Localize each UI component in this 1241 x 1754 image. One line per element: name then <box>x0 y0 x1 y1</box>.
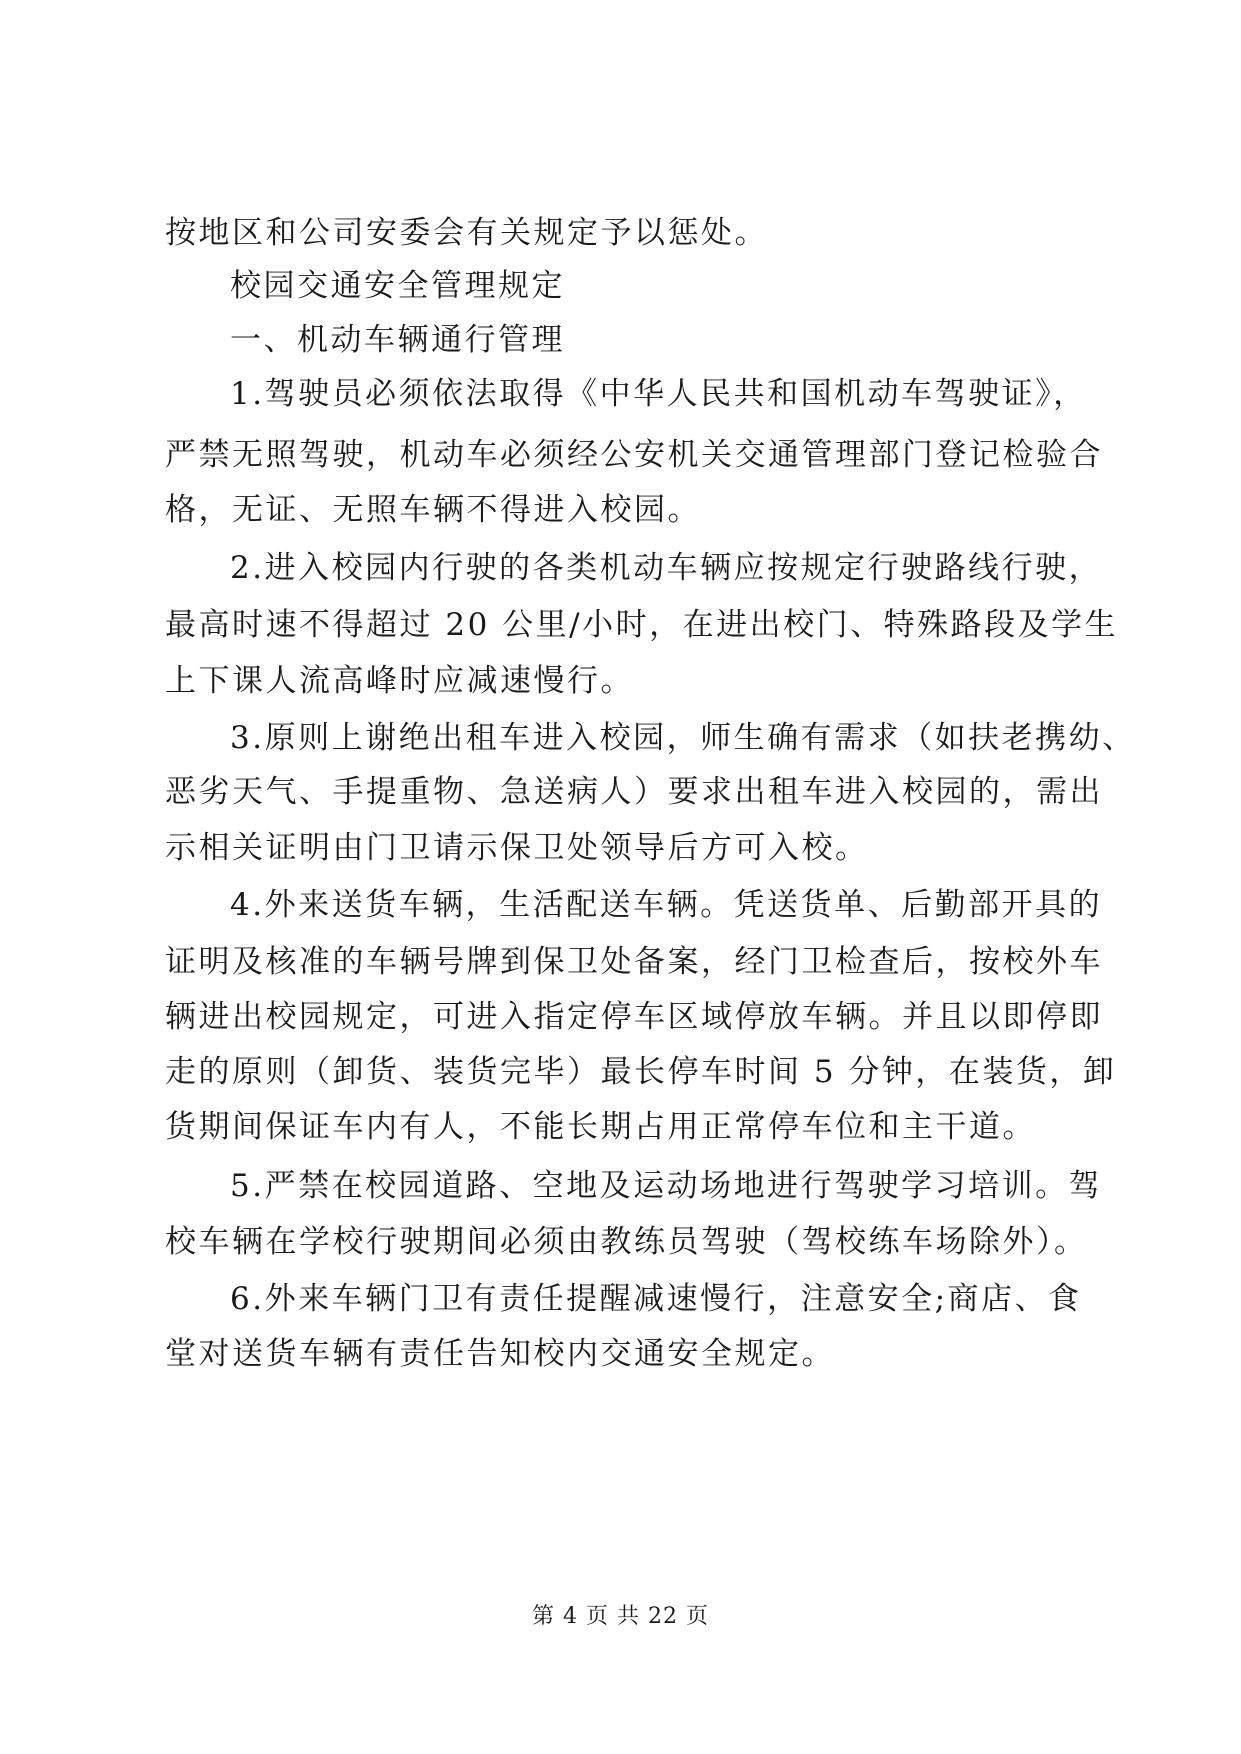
text-line: 最高时速不得超过 20 公里/小时，在进出校门、特殊路段及学生 <box>165 607 1119 643</box>
text-line: 2.进入校园内行驶的各类机动车辆应按规定行驶路线行驶， <box>230 550 1103 586</box>
text-line: 上下课人流高峰时应减速慢行。 <box>165 663 634 699</box>
text-line: 货期间保证车内有人，不能长期占用正常停车位和主干道。 <box>165 1109 1036 1145</box>
text-line: 4.外来送货车辆，生活配送车辆。凭送货单、后勤部开具的 <box>230 887 1103 923</box>
section-heading: 校园交通安全管理规定 <box>230 268 565 304</box>
text-line: 走的原则（卸货、装货完毕）最长停车时间 5 分钟，在装货，卸 <box>165 1054 1117 1090</box>
text-line: 按地区和公司安委会有关规定予以惩处。 <box>165 215 768 251</box>
text-line: 校车辆在学校行驶期间必须由教练员驾驶（驾校练车场除外）。 <box>165 1224 1088 1260</box>
text-line: 5.严禁在校园道路、空地及运动场地进行驾驶学习培训。驾 <box>230 1168 1103 1204</box>
page-number-footer: 第 4 页 共 22 页 <box>532 1604 709 1629</box>
text-line: 严禁无照驾驶，机动车必须经公安机关交通管理部门登记检验合 <box>165 437 1103 473</box>
text-line: 辆进出校园规定，可进入指定停车区域停放车辆。并且以即停即 <box>165 999 1103 1035</box>
text-line: 格，无证、无照车辆不得进入校园。 <box>165 492 701 528</box>
text-line: 3.原则上谢绝出租车进入校园，师生确有需求（如扶老携幼、 <box>230 720 1136 756</box>
text-line: 6.外来车辆门卫有责任提醒减速慢行，注意安全;商店、食 <box>230 1281 1082 1317</box>
text-line: 证明及核准的车辆号牌到保卫处备案，经门卫检查后，按校外车 <box>165 944 1103 980</box>
text-line: 示相关证明由门卫请示保卫处领导后方可入校。 <box>165 830 869 866</box>
text-line: 1.驾驶员必须依法取得《中华人民共和国机动车驾驶证》， <box>230 376 1087 412</box>
text-line: 堂对送货车辆有责任告知校内交通安全规定。 <box>165 1336 835 1372</box>
subsection-heading: 一、机动车辆通行管理 <box>230 322 565 358</box>
text-line: 恶劣天气、手提重物、急送病人）要求出租车进入校园的，需出 <box>165 774 1103 810</box>
